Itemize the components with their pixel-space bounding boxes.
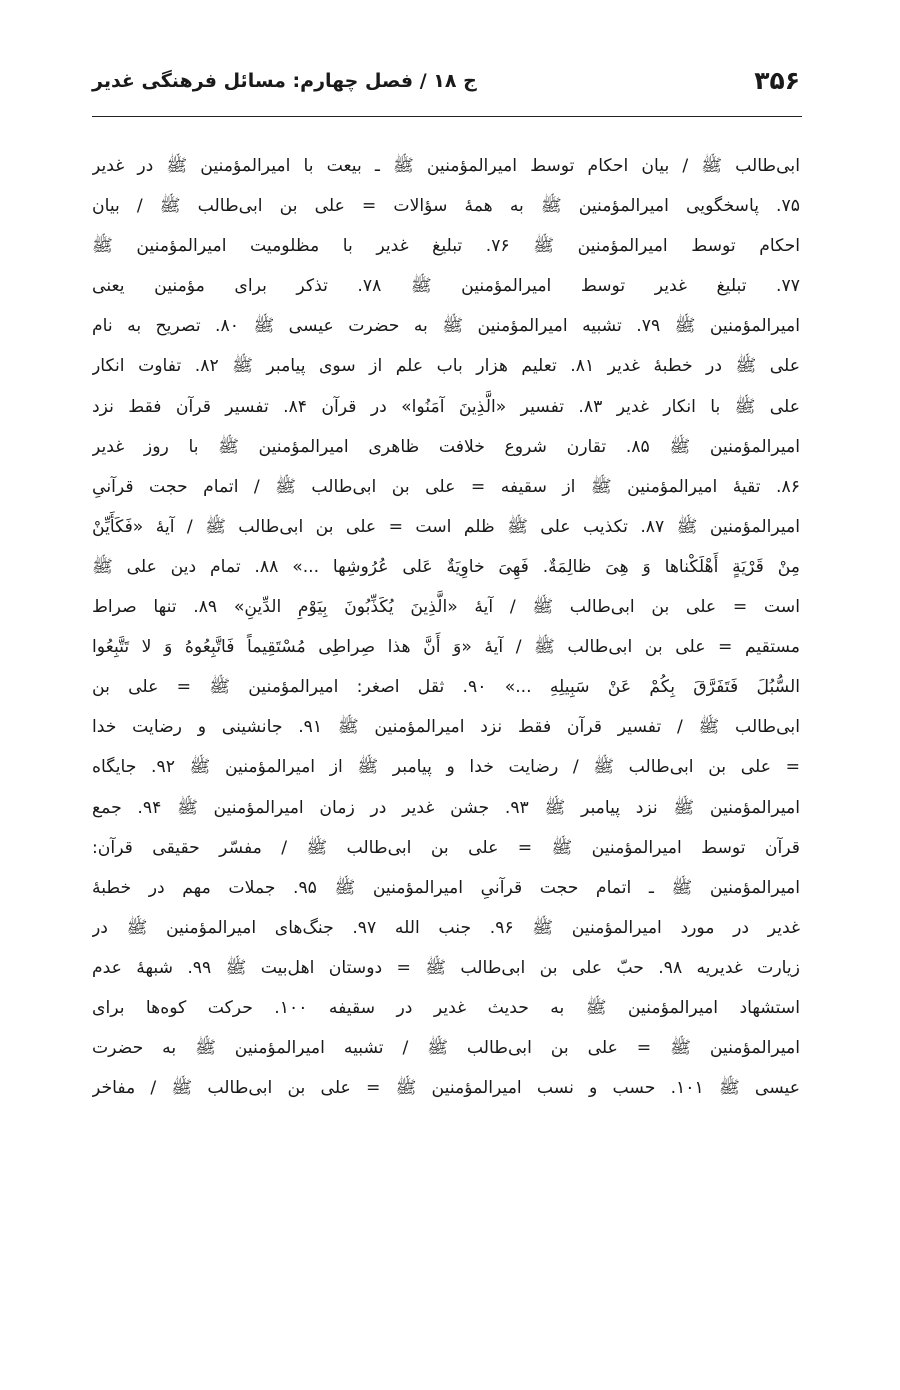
text-line: ابی‌طالب ﷺ / بیان احکام توسط امیرالمؤمنین ﷺ ـ بیعت با امیرالمؤمنین ﷺ در غدیر (92, 156, 800, 176)
text-line: زیارت غدیریه ۹۸. حبّ علی بن ابی‌طالب ﷺ = دوستان اهل‌بیت ﷺ ۹۹. شبههٔ عدم (92, 957, 800, 978)
text-line: امیرالمؤمنین ﷺ ۷۹. تشبیه امیرالمؤمنین ﷺ به حضرت عیسی ﷺ ۸۰. تصریح به نام (92, 316, 800, 337)
text-line: ۷۷. تبلیغ غدیر توسط امیرالمؤمنین ﷺ ۷۸. تذکر برای مؤمنین یعنی (92, 276, 800, 297)
text-line: قرآن توسط امیرالمؤمنین ﷺ = علی بن ابی‌طالب ﷺ / مفسّر حقیقی قرآن: (92, 837, 800, 858)
text-line: السُّبُلَ فَتَفَرَّقَ بِکُمْ عَنْ سَبِیلِهِ ...» ۹۰. ثقل اصغر: امیرالمؤمنین ﷺ = علی بن (92, 677, 800, 698)
text-line: مِنْ قَرْیَةٍ أَهْلَکْناها وَ هِیَ ظالِمَةٌ. فَهِیَ خاوِیَةٌ عَلی عُرُوشِها ...» ۸۸. تمام دین علی ﷺ (92, 556, 800, 577)
text-line: امیرالمؤمنین ﷺ ۸۷. تکذیب علی ﷺ ظلم است = علی بن ابی‌طالب ﷺ / آیهٔ «فَکَأَیِّنْ (92, 516, 800, 537)
text-line: امیرالمؤمنین ﷺ نزد پیامبر ﷺ ۹۳. جشن غدیر در زمان امیرالمؤمنین ﷺ ۹۴. جمع (92, 797, 800, 818)
text-line: احکام توسط امیرالمؤمنین ﷺ ۷۶. تبلیغ غدیر با مظلومیت امیرالمؤمنین ﷺ (92, 236, 800, 257)
text-line: غدیر در مورد امیرالمؤمنین ﷺ ۹۶. جنب الله ۹۷. جنگ‌های امیرالمؤمنین ﷺ در (92, 917, 800, 938)
running-head: ج ۱۸ / فصل چهارم: مسائل فرهنگی غدیر (92, 70, 477, 92)
text-line: ابی‌طالب ﷺ / تفسیر قرآن فقط نزد امیرالمؤمنین ﷺ ۹۱. جانشینی و رضایت خدا (92, 717, 800, 738)
text-line: = علی بن ابی‌طالب ﷺ / رضایت خدا و پیامبر ﷺ از امیرالمؤمنین ﷺ ۹۲. جایگاه (92, 757, 800, 778)
text-line: است = علی بن ابی‌طالب ﷺ / آیهٔ «الَّذِینَ یُکَذِّبُونَ بِیَوْمِ الدِّینِ» ۸۹. تنها صراط (92, 597, 800, 618)
body-text (92, 146, 800, 1108)
text-line: مستقیم = علی بن ابی‌طالب ﷺ / آیهٔ «وَ أَنَّ هذا صِراطِی مُسْتَقِیماً فَاتَّبِعُوهُ وَ لا تَتَّبِعُوا (92, 637, 800, 658)
text-line: ۷۵. پاسخگویی امیرالمؤمنین ﷺ به همهٔ سؤالات = علی بن ابی‌طالب ﷺ / بیان (92, 196, 800, 217)
text-line: استشهاد امیرالمؤمنین ﷺ به حدیث غدیر در سقیفه ۱۰۰. حرکت کوه‌ها برای (92, 997, 800, 1018)
text-line: علی ﷺ در خطبهٔ غدیر ۸۱. تعلیم هزار باب علم از سوی پیامبر ﷺ ۸۲. تفاوت انکار (92, 356, 800, 377)
text-line: امیرالمؤمنین ﷺ = علی بن ابی‌طالب ﷺ / تشبیه امیرالمؤمنین ﷺ به حضرت (92, 1038, 800, 1059)
text-line: عیسی ﷺ ۱۰۱. حسب و نسب امیرالمؤمنین ﷺ = علی بن ابی‌طالب ﷺ / مفاخر (92, 1078, 800, 1099)
text-line: امیرالمؤمنین ﷺ ـ اتمام حجت قرآنیِ امیرالمؤمنین ﷺ ۹۵. جملات مهم در خطبهٔ (92, 877, 800, 898)
page-number: ۳۵۶ (754, 66, 800, 95)
text-line: امیرالمؤمنین ﷺ ۸۵. تقارن شروع خلافت ظاهری امیرالمؤمنین ﷺ با روز غدیر (92, 436, 800, 457)
header-rule (92, 116, 802, 117)
page-header (92, 62, 800, 112)
text-line: علی ﷺ با انکار غدیر ۸۳. تفسیر «الَّذِینَ آمَنُوا» در قرآن ۸۴. تفسیر قرآن فقط نزد (92, 396, 800, 417)
text-line: ۸۶. تقیهٔ امیرالمؤمنین ﷺ از سقیفه = علی بن ابی‌طالب ﷺ / اتمام حجت قرآنیِ (92, 476, 800, 497)
